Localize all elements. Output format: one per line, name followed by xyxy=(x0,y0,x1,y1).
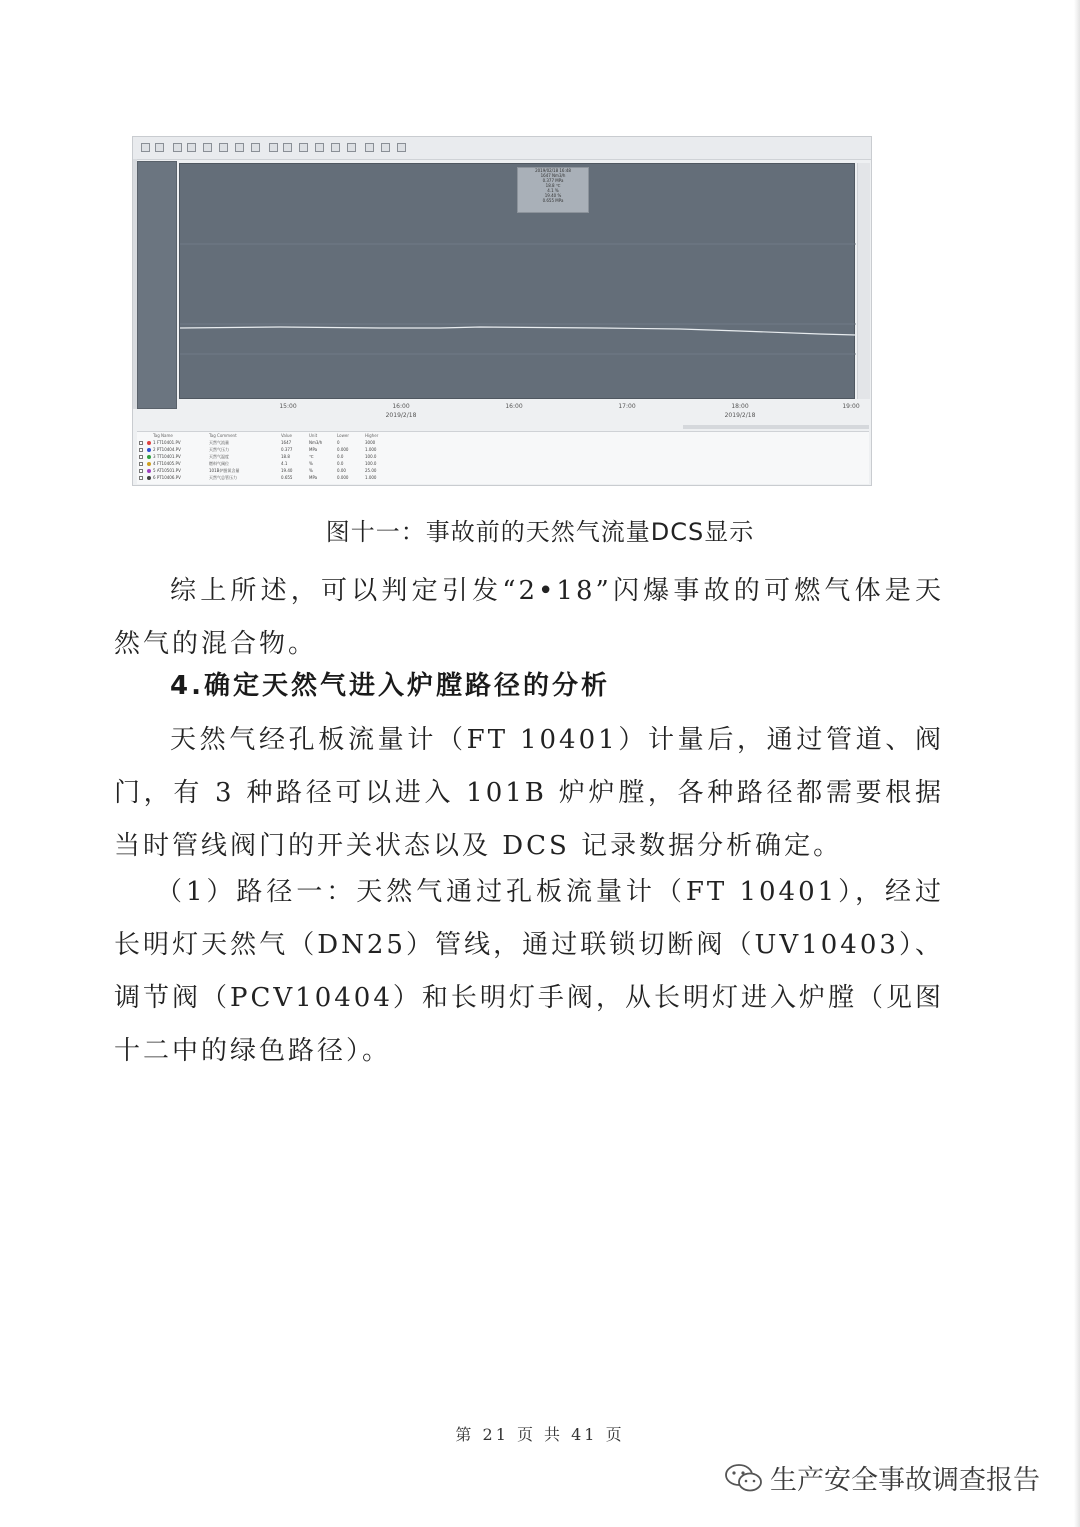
time-tick: 16:00 xyxy=(392,403,410,410)
series-color-swatch xyxy=(147,441,151,445)
legend-cell-value: 18.8 xyxy=(281,454,290,459)
legend-cell-value: 19.40 xyxy=(281,468,293,473)
time-axis xyxy=(179,401,860,423)
toolbar-icon[interactable] xyxy=(347,143,356,152)
legend-header: Unit xyxy=(309,433,318,438)
series-color-swatch xyxy=(147,469,151,473)
legend-cell-higher: 1.000 xyxy=(365,447,377,452)
legend-cell-higher: 100.0 xyxy=(365,461,377,466)
legend-row xyxy=(137,461,869,467)
legend-cell-lower: 0 xyxy=(337,440,340,445)
toolbar-icon[interactable] xyxy=(141,143,150,152)
series-color-swatch xyxy=(147,455,151,459)
legend-checkbox[interactable] xyxy=(139,441,143,445)
toolbar-icon[interactable] xyxy=(365,143,374,152)
time-tick: 18:00 xyxy=(731,403,749,410)
trend-toolbar xyxy=(133,137,872,160)
tooltip-line: 4.1 % xyxy=(547,188,559,193)
trend-side-panel xyxy=(137,161,177,409)
legend-header-row xyxy=(137,433,869,439)
toolbar-icon[interactable] xyxy=(235,143,244,152)
series-color-swatch xyxy=(147,462,151,466)
legend-cell-higher: 25.00 xyxy=(365,468,377,473)
tooltip-line: 18.8 ℃ xyxy=(545,183,561,188)
axis-date: 2019/2/18 xyxy=(724,412,756,419)
horizontal-scrollbar[interactable] xyxy=(683,425,869,429)
legend-cell-higher: 100.0 xyxy=(365,454,377,459)
toolbar-icon[interactable] xyxy=(299,143,308,152)
legend-cell-comment: 101B炉膛氧含量 xyxy=(209,468,240,473)
toolbar-icon[interactable] xyxy=(397,143,406,152)
wechat-watermark xyxy=(724,1458,1040,1498)
page-number: 第 21 页 共 41 页 xyxy=(455,1425,625,1444)
toolbar-icon[interactable] xyxy=(315,143,324,152)
paragraph-conclusion: 综上所述，可以判定引发“2•18”闪爆事故的可燃气体是天然气的混合物。 xyxy=(114,576,944,659)
section-heading: 4.确定天然气进入炉膛路径的分析 xyxy=(170,671,610,701)
legend-cell-lower: 0.000 xyxy=(337,475,349,480)
toolbar-icon[interactable] xyxy=(187,143,196,152)
legend-cell-value: 0.377 xyxy=(281,447,293,452)
legend-cell-tag: 2 PT10404.PV xyxy=(153,447,181,452)
legend-cell-higher: 3000 xyxy=(365,440,376,445)
series-color-swatch xyxy=(147,448,151,452)
paragraph-path-one: （1）路径一：天然气通过孔板流量计（FT 10401），经过长明灯天然气（DN25）管线，通过联锁切断阀（UV10403）、调节阀（PCV10404）和长明灯手阀，从长明灯进入炉膛（见图十二中的绿色路径）。 xyxy=(114,877,944,1066)
watermark-text: 生产安全事故调查报告 xyxy=(770,1465,1040,1496)
legend-cell-lower: 0.000 xyxy=(337,447,349,452)
tooltip-line: 0.655 MPa xyxy=(542,198,564,203)
legend-checkbox[interactable] xyxy=(139,469,143,473)
toolbar-icon[interactable] xyxy=(173,143,182,152)
toolbar-icon[interactable] xyxy=(155,143,164,152)
legend-cell-higher: 1.000 xyxy=(365,475,377,480)
legend-cell-value: 1647 xyxy=(281,440,292,445)
legend-cell-lower: 0.0 xyxy=(337,461,344,466)
page-edge-shadow xyxy=(1074,0,1080,1527)
wechat-logo-icon xyxy=(724,1463,764,1493)
legend-cell-comment: 天然气压力 xyxy=(209,447,229,452)
legend-row xyxy=(137,468,869,474)
legend-cell-lower: 0.0 xyxy=(337,454,344,459)
legend-cell-unit: Nm3/h xyxy=(309,440,323,445)
legend-checkbox[interactable] xyxy=(139,455,143,459)
toolbar-icon[interactable] xyxy=(251,143,260,152)
trend-legend-table xyxy=(137,431,869,484)
legend-cell-comment: 燃料气阀位 xyxy=(209,461,229,466)
toolbar-icon[interactable] xyxy=(269,143,278,152)
legend-cell-unit: % xyxy=(309,461,313,466)
legend-cell-comment: 天然气流量 xyxy=(209,440,229,445)
tooltip-line: 1647 Nm3/h xyxy=(540,173,566,178)
time-tick: 19:00 xyxy=(842,403,860,410)
legend-header: Value xyxy=(281,433,292,438)
legend-cell-unit: MPa xyxy=(309,475,318,480)
toolbar-icon[interactable] xyxy=(331,143,340,152)
time-tick: 16:00 xyxy=(505,403,523,410)
time-tick: 15:00 xyxy=(279,403,297,410)
time-tick: 17:00 xyxy=(618,403,636,410)
legend-cell-unit: ℃ xyxy=(309,454,314,459)
legend-row xyxy=(137,475,869,481)
tooltip-line: 2019/02/18 16:48 xyxy=(535,168,571,173)
toolbar-icon[interactable] xyxy=(283,143,292,152)
legend-row xyxy=(137,447,869,453)
legend-header: Lower xyxy=(337,433,349,438)
legend-header: Higher xyxy=(365,433,379,438)
legend-cell-tag: 1 FT10401.PV xyxy=(153,440,181,445)
axis-date: 2019/2/18 xyxy=(385,412,417,419)
legend-cell-comment: 天然气总管压力 xyxy=(209,475,237,480)
toolbar-icon[interactable] xyxy=(203,143,212,152)
flow-trend-line xyxy=(180,327,856,335)
tooltip-line: 19.40 % xyxy=(544,193,562,198)
legend-header: Tag Name xyxy=(153,433,173,438)
paragraph-paths: 天然气经孔板流量计（FT 10401）计量后，通过管道、阀门，有 3 种路径可以进入 101B 炉炉膛，各种路径都需要根据当时管线阀门的开关状态以及 DCS 记录数据分析确定。 xyxy=(114,725,944,861)
legend-cell-unit: MPa xyxy=(309,447,318,452)
legend-header: Tag Comment xyxy=(209,433,237,438)
toolbar-icon[interactable] xyxy=(219,143,228,152)
value-tooltip xyxy=(517,167,589,213)
vertical-scrollbar[interactable] xyxy=(857,163,870,399)
legend-cell-tag: 5 AT10501.PV xyxy=(153,468,181,473)
series-color-swatch xyxy=(147,476,151,480)
legend-row xyxy=(137,440,869,446)
legend-checkbox[interactable] xyxy=(139,476,143,480)
legend-cell-tag: 3 TT10401.PV xyxy=(153,454,181,459)
legend-cell-tag: 4 FT10405.PV xyxy=(153,461,181,466)
dcs-trend-screenshot xyxy=(132,136,872,486)
toolbar-icon[interactable] xyxy=(381,143,390,152)
legend-cell-unit: % xyxy=(309,468,313,473)
tooltip-line: 0.377 MPa xyxy=(542,178,564,183)
figure-caption: 图十一：事故前的天然气流量DCS显示 xyxy=(325,518,755,546)
legend-cell-value: 0.655 xyxy=(281,475,293,480)
legend-cell-tag: 6 PT10406.PV xyxy=(153,475,181,480)
legend-cell-lower: 0.00 xyxy=(337,468,346,473)
legend-cell-value: 4.1 xyxy=(281,461,288,466)
legend-cell-comment: 天然气温度 xyxy=(209,454,229,459)
legend-row xyxy=(137,454,869,460)
legend-checkbox[interactable] xyxy=(139,448,143,452)
legend-checkbox[interactable] xyxy=(139,462,143,466)
